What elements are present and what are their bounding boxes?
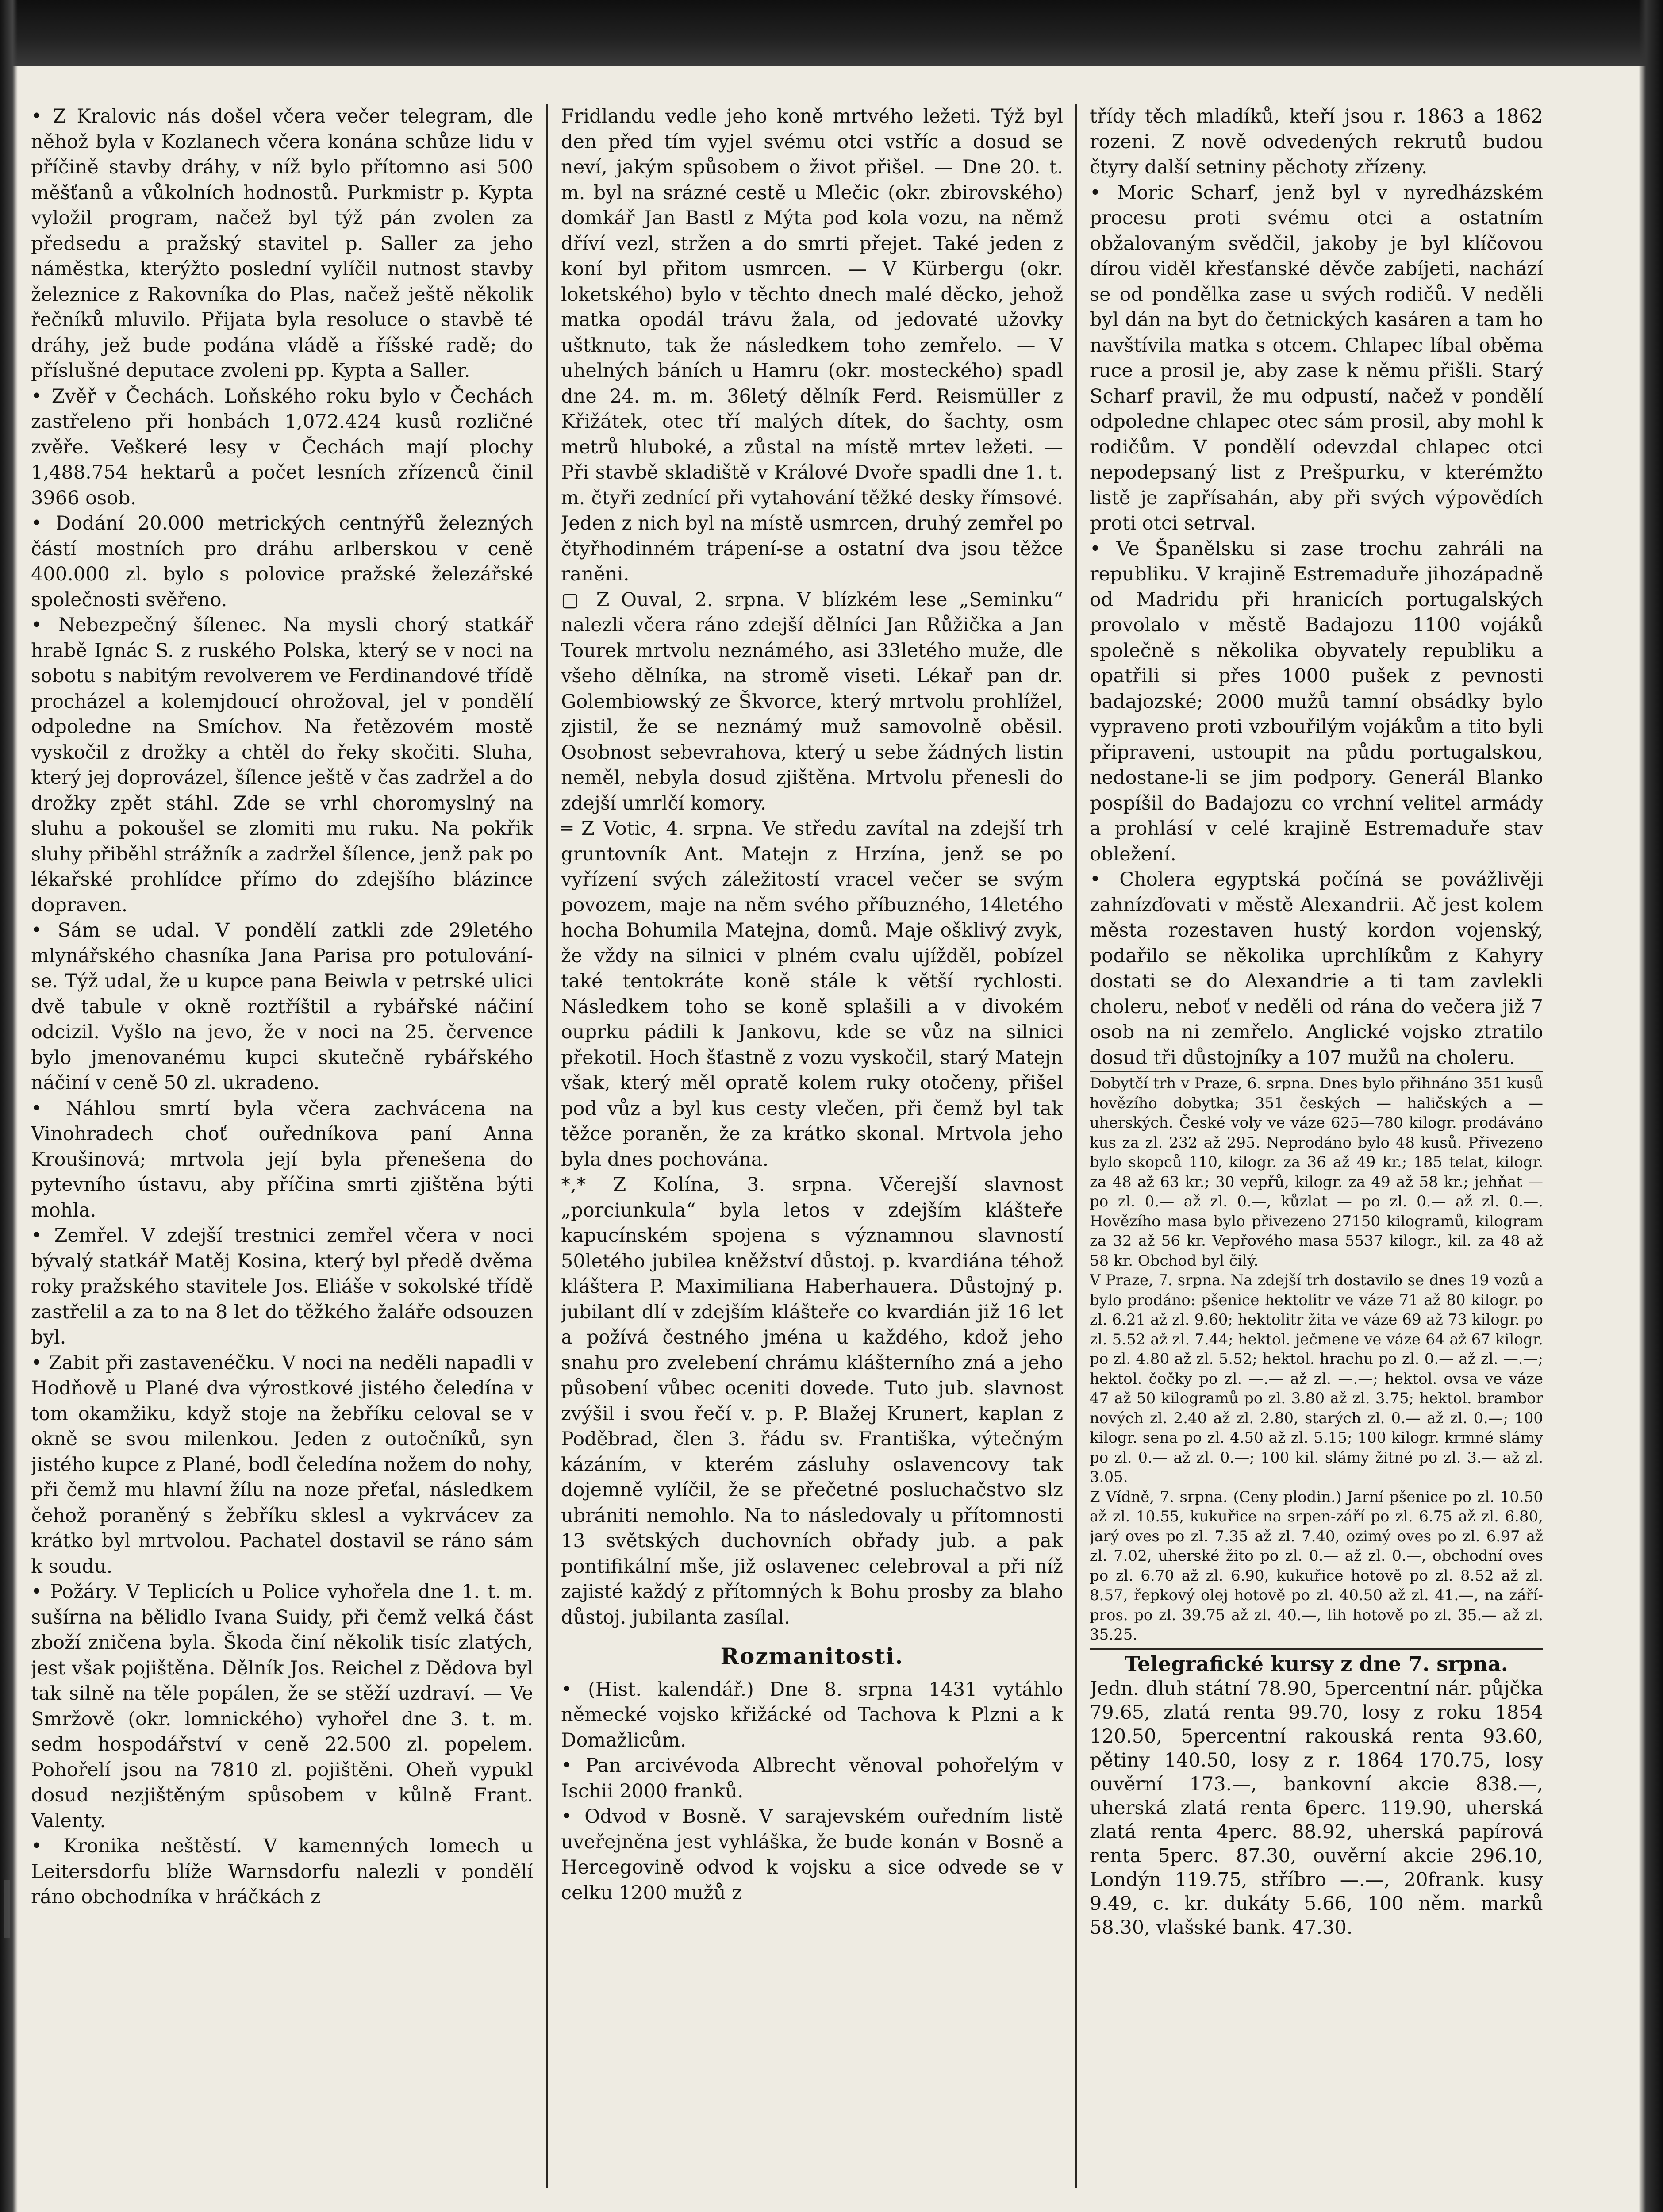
section-heading-rozmanitosti: Rozmanitosti. xyxy=(720,1643,904,1669)
article-odvod: • Odvod v Bosně. V sarajevském ouředním listě uveřejněna jest vyhláška, že bude konán v Bosně a Hercegovině odvod k vojsku a sice odvede se v celku 1200 mužů z xyxy=(561,1805,1063,1904)
newspaper-page xyxy=(31,104,1544,2192)
column-rule xyxy=(546,104,548,2188)
column-rule xyxy=(1075,104,1077,2188)
market-dobytci-trh: Dobytčí trh v Praze, 6. srpna. Dnes bylo přihnáno 351 kusů hovězího dobytka; 351 českých — haličských a — uherských. České voly ve váze 625—780 kilogr. prodáváno kus za zl. 232 až 295. Neprodáno bylo 48 kusů. Přivezeno bylo skopců 110, kilogr. za 36 až 49 kr.; 185 telat, kilogr. za 48 až 63 kr.; 30 vepřů, kilogr. za 49 až 58 kr.; jehňat — po zl. 0.— až zl. 0.—, kůzlat — po zl. 0.— až zl. 0.—. Hovězího masa bylo přivezeno 27150 kilogramů, kilogram za 32 až 56 kr. Vepřového masa 5537 kilogr., kil. za 48 až 58 kr. Obchod byl čilý. xyxy=(1090,1071,1543,1271)
telegraf-kursy: Jedn. dluh státní 78.90, 5percentní nár. půjčka 79.65, zlatá renta 99.70, losy z roku 1854 120.50, 5percentní rakouská renta 93.60, pětiny 140.50, losy z r. 1864 170.75, losy ouvěrní 173.—, bankovní akcie 838.—, uherská zlatá renta 6perc. 119.90, uherská zlatá renta 4perc. 88.92, uherská papírová renta 5perc. 87.30, ouvěrní akcie 296.10, Londýn 119.75, stříbro —.—, 20frank. kusy 9.49, c. kr. dukáty 5.66, 100 něm. marků 58.30, vlašské bank. 47.30. xyxy=(1090,1678,1543,1939)
article-silenec: • Nebezpečný šílenec. Na mysli chorý statkář hrabě Ignác S. z ruského Polska, který se v noci na sobotu s nabitým revolverem ve Ferdinandové třídě procházel a kolemjdoucí ohrožoval, jel v pondělí odpoledne na Smíchov. Na řetězovém mostě vyskočil z drožky a chtěl do řeky skočiti. Sluha, který jej doprovázel, šílence ještě v čas zadržel a do drožky zpět stáhl. Zde se vrhl choromyslný na sluhu a pokoušel se zlomiti mu ruku. Na pokřik sluhy přiběhl strážník a zadržel šílence, jenž pak po lékařské prohlídce přímo do zdejšího blázince dopraven. xyxy=(31,614,533,916)
scan-right-border xyxy=(1639,0,1663,2212)
article-dodani: • Dodání 20.000 metrických centnýřů železných částí mostních pro dráhu arlberskou v ceně 400.000 zl. bylo s polovice pražské železářské společnosti svěřeno. xyxy=(31,512,533,611)
article-zver: • Zvěř v Čechách. Loňského roku bylo v Čechách zastřeleno při honbách 1,072.424 kusů rozličné zvěře. Veškeré lesy v Čechách mají plochy 1,488.754 hektarů a počet lesních zřízenců činil 3966 osob. xyxy=(31,385,533,509)
article-pozary: • Požáry. V Teplicích u Police vyhořela dne 1. t. m. sušírna na bělidlo Ivana Suidy, při čemž velká část zboží zničena byla. Škoda činí několik tisíc zlatých, jest však pojištěna. Dělník Jos. Reichel z Dědova byl tak silně na těle popálen, že se stěží uzdraví. — Ve Smržově (okr. lomnického) vyhořel dne 3. t. m. sedm hospodářství v ceně 22.500 zl. popelem. Pohořelí jsou na 7810 zl. pojištěni. Oheň vypukl dosud nezjištěným spůsobem v kůlně Frant. Valenty. xyxy=(31,1581,533,1832)
article-ouval: ▢ Z Ouval, 2. srpna. V blízkém lese „Seminku“ nalezli včera ráno zdejší dělníci Jan Růžička a Jan Tourek mrtvolu neznámého, asi 33letého muže, dle všeho dělníka, na stromě viseti. Lékař pan dr. Golembiowský ze Škvorce, který mrtvolu prohlížel, zjistil, že se neznámý muž samovolně oběsil. Osobnost sebevrahova, který u sebe žádných listin neměl, nebyla dosud zjištěna. Mrtvolu přenesli do zdejší umrlčí komory. xyxy=(561,588,1063,814)
article-fridland: Fridlandu vedle jeho koně mrtvého ležeti. Týž byl den před tím vyjel svému otci vstříc a dosud se neví, jakým spůsobem o život přišel. — Dne 20. t. m. byl na srázné cestě u Mlečic (okr. zbirovského) domkář Jan Bastl z Mýta pod kola vozu, na němž dříví vezl, stržen a do smrti přejet. Také jeden z koní byl přitom usmrcen. — V Kürbergu (okr. loketského) bylo v těchto dnech malé děcko, jehož matka opodál trávu žala, od jedovaté užovky uštknuto, tak že následkem toho zemřelo. — V uhelných báních u Hamru (okr. mosteckého) spadl dne 24. m. m. 36letý dělník Ferd. Reismüller z Křižátek, otec tří malých dítek, do šachty, osm metrů hluboké, a zůstal na místě mrtev ležeti. — Při stavbě skladiště v Králové Dvoře spadli dne 1. t. m. čtyři zednící při vytahování těžké desky římsové. Jeden z nich byl na místě usmrcen, druhý zemřel po čtyřhodinném trápení-se a ostatní dva jsou těžce raněni. xyxy=(561,105,1063,585)
column-3 xyxy=(1090,104,1543,2183)
article-tridy: třídy těch mladíků, kteří jsou r. 1863 a 1862 rozeni. Z nově odvedených rekrutů budou čtyry další setniny pěchoty zřízeny. xyxy=(1090,105,1543,178)
scan-top-border xyxy=(0,0,1663,66)
article-kronika: • Kronika neštěstí. V kamenných lomech u Leitersdorfu blíže Warnsdorfu nalezli v pondělí ráno obchodníka v hráčkách z xyxy=(31,1835,533,1908)
article-kolin: *,* Z Kolína, 3. srpna. Včerejší slavnost „porciunkula“ byla letos v zdejším klášteře kapucínském spojena s významnou slavností 50letého jubilea kněžství důstoj. p. kvardiána téhož kláštera P. Maximiliana Haberhauera. Důstojný p. jubilant dlí v zdejším klášteře co kvardián již 16 let a požívá čestného jména u každého, kdož jeho snahu pro zvelebení chrámu klášterního zná a jeho působení vůbec oceniti dovede. Tuto jub. slavnost zvýšil i svou řečí v. p. P. Blažej Krunert, kaplan z Poděbrad, člen 3. řádu sv. Františka, výtečným kázáním, v kterém zásluhy oslavencovy tak dojemně vylíčil, že se přečetné posluchačstvo slz ubrániti nemohlo. Na to následovaly u přítomnosti 13 světských duchovních obřady jub. a pak pontifikální mše, již oslavenec celebroval a při níž zajisté každý z přítomných k Bohu prosby za blaho důstoj. jubilanta zasílal. xyxy=(561,1174,1063,1628)
article-hist-kalendar: • (Hist. kalendář.) Dne 8. srpna 1431 vytáhlo německé vojsko křižácké od Tachova k Plzni a k Domažlicům. xyxy=(561,1678,1063,1751)
article-scharf: • Moric Scharf, jenž byl v nyredházském procesu proti svému otci a ostatním obžalovaným svědčil, jakoby je byl klíčovou dírou viděl křesťanské děvče zabíjeti, nachází se od pondělka zase u svých rodičů. V neděli byl dán na byt do četnických kasáren a tam ho navštívila matka s otcem. Chlapec líbal oběma ruce a prosil je, aby zase k němu přišli. Starý Scharf pravil, že mu odpustí, načež v pondělí odpoledne chlapec otec sám prosil, aby mohl k rodičům. V pondělí odevzdal chlapec otci nepodepsaný list z Prešpurku, v kterémžto listě je zapřísahán, aby při svých výpovědích proti otci setrval. xyxy=(1090,181,1543,534)
market-viden: Z Vídně, 7. srpna. (Ceny plodin.) Jarní pšenice po zl. 10.50 až zl. 10.55, kukuřice na srpen-září po zl. 6.75 až zl. 6.80, jarý oves po zl. 7.35 až zl. 7.40, ozimý oves po zl. 6.97 až zl. 7.02, uherské žito po zl. 0.— až zl. 0.—, obchodní oves po zl. 6.70 až zl. 6.90, kukuřice hotově po zl. 8.52 až zl. 8.57, řepkový olej hotově po zl. 40.50 až zl. 41.—, na září-pros. po zl. 39.75 až zl. 40.—, lih hotově po zl. 35.— až zl. 35.25. xyxy=(1090,1488,1543,1644)
article-zabit: • Zabit při zastavenéčku. V noci na neděli napadli v Hodňově u Plané dva výrostkové jistého čeledína v tom okamžiku, když stoje na žebříku celoval se v okně se svou milenkou. Jeden z outočníků, syn jistého kupce z Plané, bodl čeledína nožem do nohy, při čemž mu hlavní žílu na noze přeťal, následkem čehož poraněný s žebříku sklesl a vykrvácev za krátko byl mrtvolou. Pachatel dostavil se ráno sám k soudu. xyxy=(31,1352,533,1578)
article-cholera: • Cholera egyptská počíná se povážlivěji zahnízďovati v městě Alexandrii. Ač jest kolem města rozestaven hustý kordon vojenský, podařilo se několika uprchlíkům z Kahyry dostati se do Alexandrie a ti tam zavlekli choleru, neboť v neděli od rána do večera již 7 osob na ni zemřelo. Anglické vojsko ztratilo dosud tři důstojníky a 107 mužů na choleru. xyxy=(1090,868,1543,1069)
scan-artifact xyxy=(4,1880,10,1938)
column-1 xyxy=(31,104,533,2183)
article-votic: ═ Z Votic, 4. srpna. Ve středu zavítal na zdejší trh gruntovník Ant. Matejn z Hrzína, jenž se po vyřízení svých záležitostí vracel večer se svým povozem, maje na něm svého příbuzného, 14letého hocha Bohumila Matejna, domů. Maje ošklivý zvyk, že vždy na silnici v plném cvalu ujížděl, pobízel také tentokráte koně stále k větší rychlosti. Následkem toho se koně splašili a v divokém ouprku pádili k Jankovu, kde se vůz na silnici překotil. Hoch šťastně z vozu vyskočil, starý Matejn však, který měl opratě kolem ruky otočeny, přišel pod vůz a byl kus cesty vlečen, při čemž byl tak těžce poraněn, že za krátko skonal. Mrtvola jeho byla dnes pochována. xyxy=(561,818,1063,1171)
article-spanelsko: • Ve Španělsku si zase trochu zahráli na republiku. V krajině Estremaduře jihozápadně od Madridu při hranicích portugalských provolalo v městě Badajozu 1100 vojáků společně s několika obyvately republiku a opatřili si přes 1000 pušek z pevnosti badajozské; 2000 mužů tamní obsádky bylo vypraveno proti vzbouřilým vojákům a tito byli připraveni, ustoupit na půdu portugalskou, nedostane-li se jim podpory. Generál Blanko pospíšil do Badajozu co vrchní velitel armády a prohlásí v celé krajině Estremaduře stav obležení. xyxy=(1090,538,1543,865)
article-kralovice: • Z Kralovic nás došel včera večer telegram, dle něhož byla v Kozlanech včera konána schůze lidu v příčině stavby dráhy, v níž bylo přítomno asi 500 měšťanů a vůkolních hodnostů. Purkmistr p. Kypta vyložil program, načež byl týž pán zvolen za předsedu a pražský stavitel p. Saller za jeho náměstka, kterýžto poslední vylíčil nutnost stavby železnice z Rakovníka do Plas, načež ještě několik řečníků mluvilo. Přijata byla resoluce o stavbě té dráhy, jež bude podána vládě a říšské radě; do příslušné deputace zvoleni pp. Kypta a Saller. xyxy=(31,105,533,382)
article-nahla-smrt: • Náhlou smrtí byla včera zachvácena na Vinohradech choť ouředníkova paní Anna Kroušinová; mrtvola její byla přenešena do pytevního ústavu, aby příčina smrti zjištěna býti mohla. xyxy=(31,1097,533,1221)
article-arcivevoda: • Pan arcivévoda Albrecht věnoval pohořelým v Ischii 2000 franků. xyxy=(561,1755,1063,1802)
article-zemrel: • Zemřel. V zdejší trestnici zemřel včera v noci bývalý statkář Matěj Kosina, který byl předě dvěma roky pražského stavitele Jos. Eliáše v sokolské třídě zastřelil a za to na 8 let do těžkého žaláře odsouzen byl. xyxy=(31,1225,533,1348)
telegraf-heading: Telegrafické kursy z dne 7. srpna. xyxy=(1090,1648,1543,1677)
market-praha: V Praze, 7. srpna. Na zdejší trh dostavilo se dnes 19 vozů a bylo prodáno: pšenice hektolitr ve váze 71 až 80 kilogr. po zl. 6.21 až zl. 9.60; hektolitr žita ve váze 69 až 73 kilogr. po zl. 5.52 až zl. 7.44; hektol. ječmene ve váze 64 až 67 kilogr. po zl. 4.80 až zl. 5.52; hektol. hrachu po zl. 0.— až zl. —.—; hektol. čočky po zl. —.— až zl. —.—; hektol. ovsa ve váze 47 až 50 kilogramů po zl. 3.80 až zl. 3.75; hektol. brambor nových zl. 2.40 až zl. 2.80, starých zl. 0.— až zl. 0.—; 100 kilogr. sena po zl. 4.50 až zl. 5.15; 100 kilogr. krmné slámy po zl. 0.— až zl. 0.—; 100 kil. slámy žitné po zl. 3.— až zl. 3.05. xyxy=(1090,1271,1543,1486)
article-sam-se-udal: • Sám se udal. V pondělí zatkli zde 29letého mlynářského chasníka Jana Parisa pro potulování-se. Týž udal, že u kupce pana Beiwla v petrské ulici dvě tabule v okně roztříštil a rybářské náčiní odcizil. Vyšlo na jevo, že v noci na 25. července bylo jmenovanému kupci skutečně rybářského náčiní v ceně 50 zl. ukradeno. xyxy=(31,919,533,1094)
column-2 xyxy=(561,104,1063,2183)
